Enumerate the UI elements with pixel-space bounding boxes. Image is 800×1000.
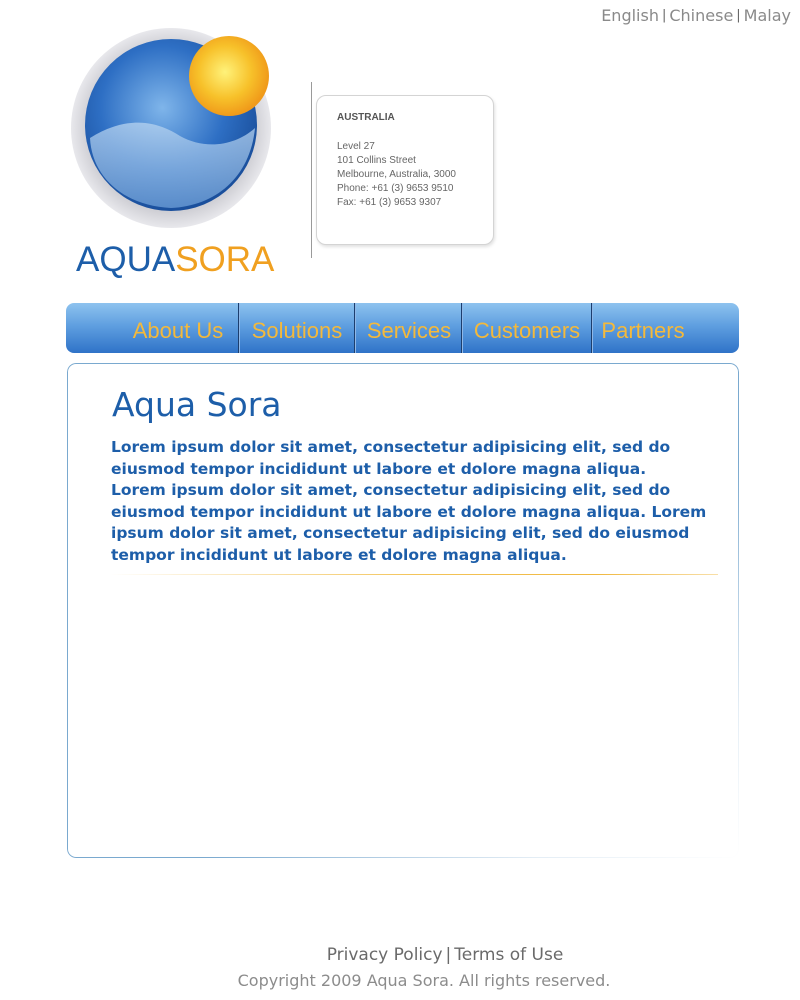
intro-paragraph-1: Lorem ipsum dolor sit amet, consectetur adipisicing elit, sed do eiusmod tempor incididunt ut labore et dolore magna aliqua. xyxy=(111,438,671,478)
intro-paragraph-2: Lorem ipsum dolor sit amet, consectetur adipisicing elit, sed do eiusmod tempor incididunt ut labore et dolore magna aliqua. Lorem ipsum dolor sit amet, consectetur adipisicing elit, sed do eiusmod tempor incididunt ut labore et dolore magna aliqua. xyxy=(111,481,707,564)
intro-text xyxy=(111,437,721,566)
address-phone: Phone: +61 (3) 9653 9510 xyxy=(337,183,454,194)
privacy-policy-link[interactable]: Privacy Policy xyxy=(326,945,443,965)
terms-of-use-link[interactable]: Terms of Use xyxy=(454,945,564,965)
logo-text-sora: SORA xyxy=(175,240,275,279)
lang-separator: | xyxy=(661,8,667,23)
lang-separator: | xyxy=(736,8,741,23)
copyright-notice: Copyright 2009 Aqua Sora. All rights reserved. xyxy=(237,971,611,990)
nav-item-partners[interactable]: Partners xyxy=(601,318,685,343)
main-navigation xyxy=(66,303,739,353)
nav-item-solutions[interactable]: Solutions xyxy=(251,318,343,343)
header-divider xyxy=(311,82,312,258)
address-line-2: 101 Collins Street xyxy=(337,155,416,166)
logo-globe-icon xyxy=(70,28,280,238)
lang-malay-link[interactable]: Malay xyxy=(743,6,791,25)
site-logo[interactable] xyxy=(70,28,280,283)
address-line-1: Level 27 xyxy=(337,141,375,152)
address-fax: Fax: +61 (3) 9653 9307 xyxy=(337,197,442,208)
footer-links xyxy=(0,945,800,965)
language-selector xyxy=(601,6,791,25)
page-title: Aqua Sora xyxy=(112,385,282,424)
footer-separator: | xyxy=(445,945,452,965)
lang-english-link[interactable]: English xyxy=(601,6,659,25)
logo-wordmark xyxy=(76,240,274,280)
lang-chinese-link[interactable]: Chinese xyxy=(669,6,734,25)
nav-item-about-us[interactable]: About Us xyxy=(132,318,224,343)
content-divider xyxy=(110,574,718,575)
address-country: AUSTRALIA xyxy=(337,112,395,123)
address-card xyxy=(316,95,494,245)
address-lines xyxy=(337,140,456,210)
nav-item-customers[interactable]: Customers xyxy=(473,318,581,343)
nav-item-services[interactable]: Services xyxy=(366,318,452,343)
address-line-3: Melbourne, Australia, 3000 xyxy=(337,169,456,180)
logo-text-aqua: AQUA xyxy=(76,240,176,279)
